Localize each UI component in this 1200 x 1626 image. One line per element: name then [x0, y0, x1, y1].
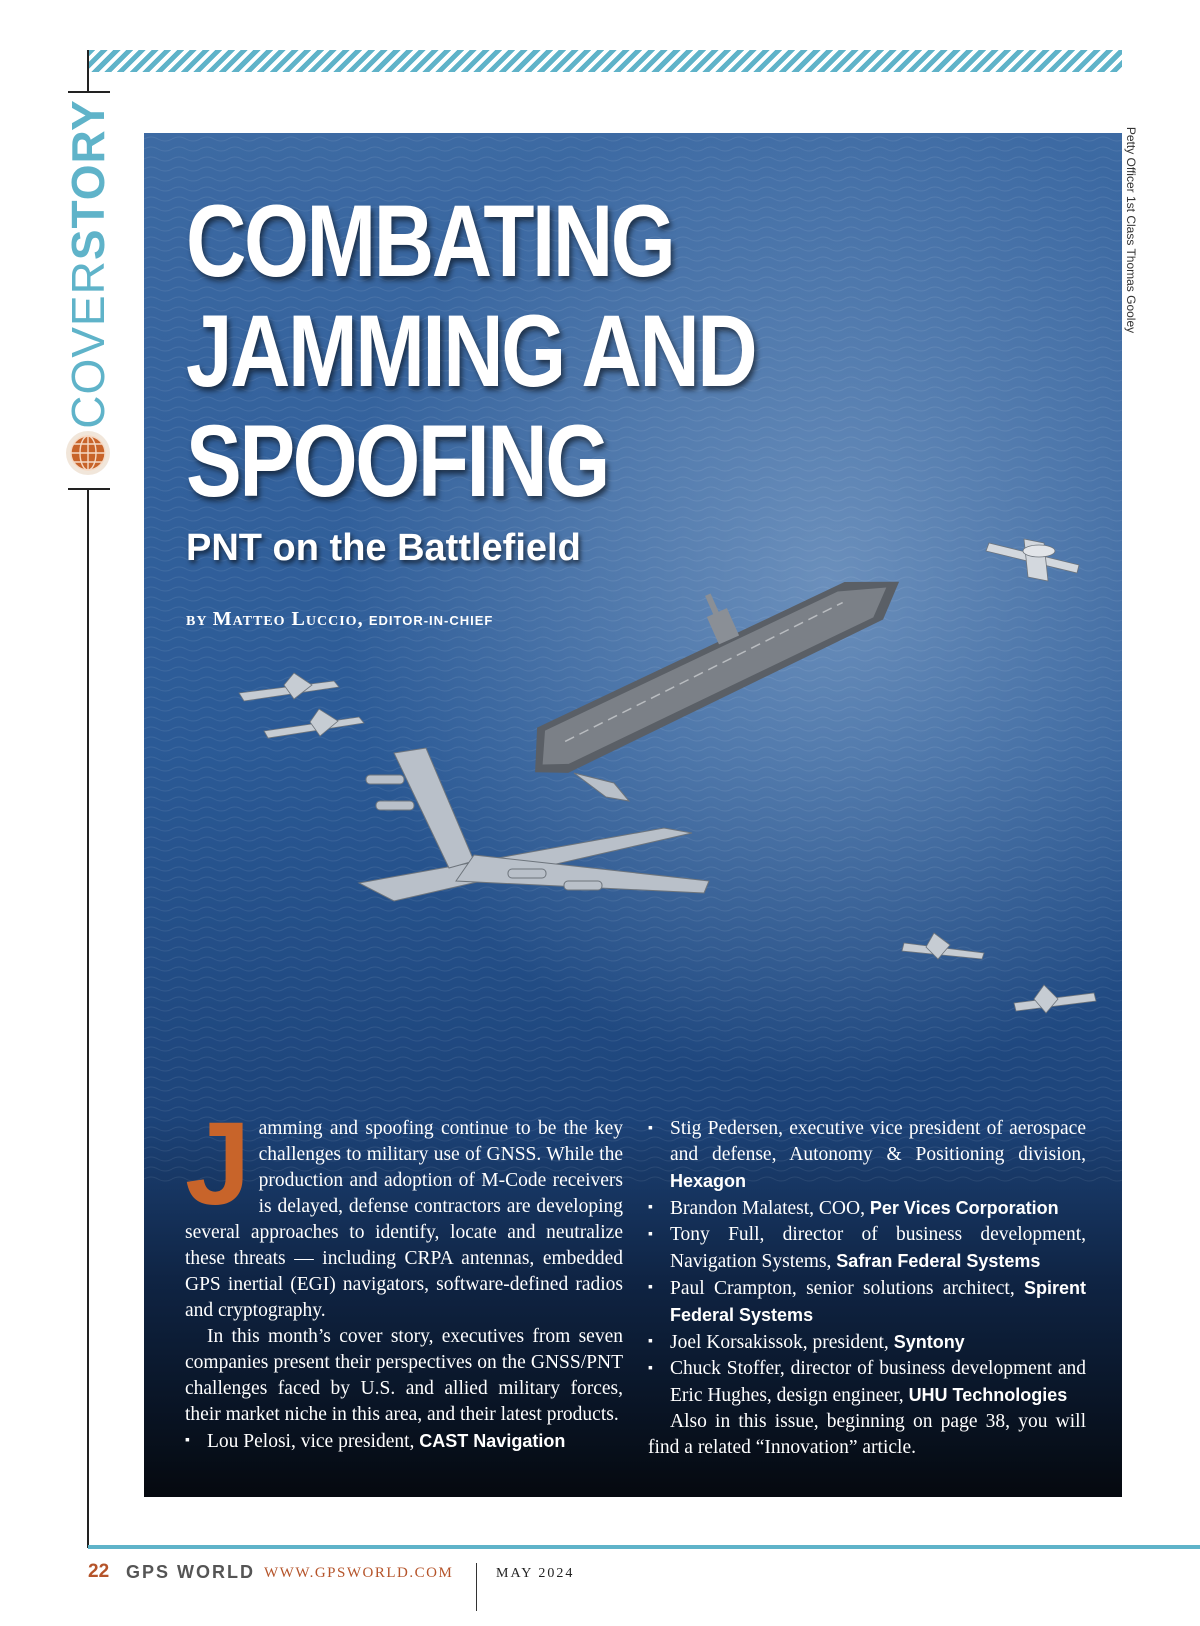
contributor-company: Hexagon — [670, 1171, 747, 1191]
contributor-person: Chuck Stoffer, director of business development and Eric Hughes, design engineer, — [670, 1358, 1086, 1406]
margin-rule-top — [87, 50, 89, 92]
top-stripe — [88, 50, 1122, 72]
contributor-person: Joel Korsakissok, president, — [670, 1332, 894, 1353]
byline-by: BY — [186, 614, 208, 629]
body-paragraph-1-text: amming and spoofing continue to be the key challenges to military use of GNSS. While the production and adoption of M-Code receivers is delayed, defense contractors are developing several approaches to identify, locate and neutralize these threats — including CRPA antennas, embedded GPS inertial (EGI) navigators, software-defined radios and cryptography. — [185, 1118, 623, 1321]
margin-rule — [87, 488, 89, 1548]
contributor-list-left — [185, 1428, 623, 1455]
section-label-bold: STORY — [62, 99, 114, 261]
byline — [186, 608, 493, 631]
contributor-person: Paul Crampton, senior solutions architect, — [670, 1278, 1024, 1299]
contributor-person: Lou Pelosi, vice president, — [207, 1431, 420, 1452]
contributor-company: Syntony — [893, 1332, 965, 1352]
headline-line-3: SPOOFING — [186, 404, 608, 518]
margin-tick-top — [68, 91, 110, 93]
contributor-company: Spirent Federal Systems — [670, 1278, 1086, 1325]
list-item — [648, 1329, 1086, 1356]
margin-tick-mid — [68, 488, 110, 490]
footer-rule — [88, 1545, 1200, 1549]
list-item — [648, 1275, 1086, 1329]
contributor-person: Tony Full, director of business development, Navigation Systems, — [670, 1224, 1086, 1272]
body-column-right — [648, 1116, 1086, 1461]
list-item — [648, 1356, 1086, 1409]
website-link[interactable]: WWW.GPSWORLD.COM — [264, 1565, 454, 1581]
photo-credit: Petty Officer 1st Class Thomas Gooley — [1124, 126, 1138, 334]
globe-icon — [65, 430, 111, 476]
list-item — [648, 1222, 1086, 1275]
byline-author: Matteo Luccio, — [212, 608, 364, 630]
closing-paragraph: Also in this issue, beginning on page 38, you will find a related “Innovation” article. — [648, 1411, 1086, 1458]
contributor-list-right — [648, 1116, 1086, 1409]
headline — [186, 186, 842, 516]
issue-date: MAY 2024 — [496, 1566, 575, 1581]
section-label-light: COVER — [62, 260, 114, 429]
contributor-company: Per Vices Corporation — [869, 1198, 1059, 1218]
contributor-person: Stig Pedersen, executive vice president of aerospace and defense, Autonomy & Positioning division, — [670, 1118, 1086, 1165]
section-label — [61, 99, 115, 429]
body-paragraph-1 — [185, 1098, 623, 1324]
page-number: 22 — [88, 1561, 110, 1582]
footer-divider — [476, 1563, 477, 1611]
body-column-left — [185, 1098, 623, 1455]
contributor-person: Brandon Malatest, COO, — [670, 1198, 870, 1219]
headline-line-2: JAMMING AND — [186, 294, 756, 408]
body-paragraph-2: In this month’s cover story, executives from seven companies present their perspectives on the GNSS/PNT challenges faced by U.S. and allied military forces, their market niche in this area, and their latest products. — [185, 1326, 623, 1425]
list-item — [185, 1428, 623, 1455]
dropcap: J — [185, 1098, 251, 1230]
list-item — [648, 1195, 1086, 1222]
contributor-company: UHU Technologies — [908, 1385, 1068, 1405]
magazine-name: GPS WORLD — [126, 1562, 255, 1582]
headline-line-1: COMBATING — [186, 184, 674, 298]
list-item — [648, 1116, 1086, 1195]
contributor-company: Safran Federal Systems — [836, 1251, 1041, 1271]
byline-role: EDITOR-IN-CHIEF — [368, 613, 494, 628]
contributor-company: CAST Navigation — [419, 1431, 566, 1451]
subtitle: PNT on the Battlefield — [186, 527, 581, 569]
